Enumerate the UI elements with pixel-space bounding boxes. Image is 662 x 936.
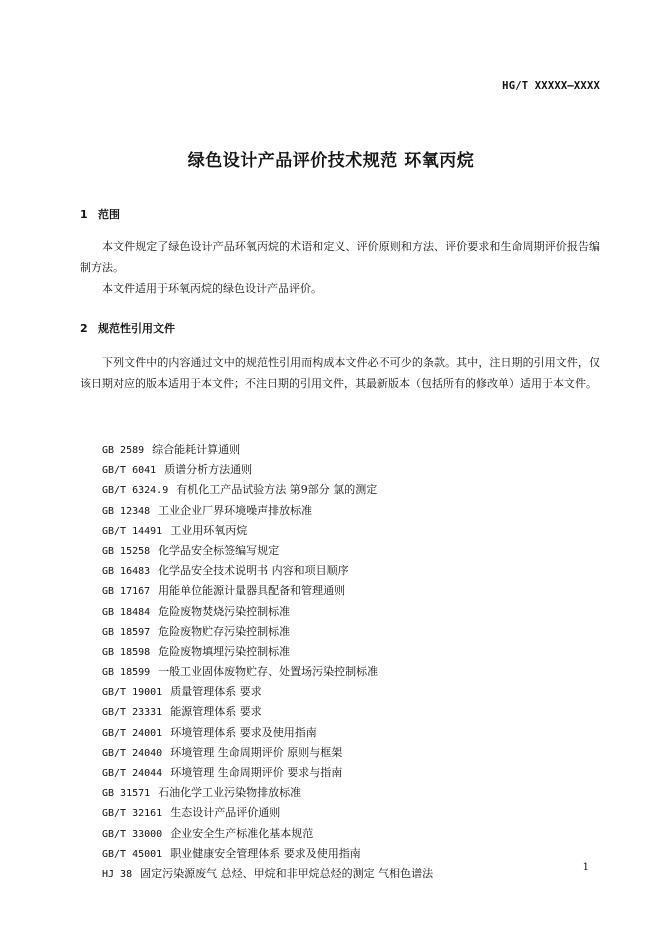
document-title: 绿色设计产品评价技术规范 环氧丙烷 bbox=[187, 151, 475, 171]
reference-title: 企业安全生产标准化基本规范 bbox=[170, 826, 314, 840]
reference-code: HJ 38 bbox=[102, 868, 133, 880]
reference-item bbox=[102, 763, 433, 783]
reference-item bbox=[102, 702, 433, 722]
reference-title: 一般工业固体废物贮存、处置场污染控制标准 bbox=[158, 665, 379, 679]
section-1-paragraph-2 bbox=[80, 278, 600, 299]
reference-item bbox=[102, 662, 433, 682]
reference-title: 有机化工产品试验方法 第9部分 氯的测定 bbox=[176, 483, 378, 497]
reference-item bbox=[102, 521, 433, 541]
reference-code: GB 16483 bbox=[102, 566, 151, 578]
reference-code: GB/T 33000 bbox=[102, 828, 163, 840]
reference-code: GB/T 19001 bbox=[102, 687, 163, 699]
reference-code: GB 18484 bbox=[102, 606, 151, 618]
reference-title: 生态设计产品评价通则 bbox=[170, 806, 281, 820]
reference-item bbox=[102, 642, 433, 662]
reference-code: GB/T 24044 bbox=[102, 768, 163, 779]
reference-code: GB 17167 bbox=[102, 586, 151, 598]
section-2-paragraph-1 bbox=[80, 352, 600, 394]
reference-code: GB 18599 bbox=[102, 667, 151, 679]
section-2-para-1-text: 下列文件中的内容通过文中的规范性引用而构成本文件必不可少的条款。其中，注日期的引用文件，仅该日期对应的版本适用于本文件；不注日期的引用文件，其最新版本（包括所有的修改单）适用于本文件。 bbox=[80, 356, 600, 390]
reference-code: GB 2589 bbox=[102, 445, 145, 456]
reference-title: 危险废物焚烧污染控制标准 bbox=[158, 604, 291, 618]
section-1-heading-text: 范围 bbox=[98, 208, 120, 221]
reference-item bbox=[102, 743, 433, 763]
reference-item bbox=[102, 803, 433, 823]
section-1-number: 1 bbox=[80, 208, 88, 221]
reference-code: GB/T 6324.9 bbox=[102, 485, 169, 497]
reference-item bbox=[102, 460, 433, 480]
reference-item bbox=[102, 541, 433, 561]
reference-title: 环境管理 生命周期评价 要求与指南 bbox=[170, 766, 343, 779]
section-2-heading bbox=[80, 320, 175, 336]
reference-title: 工业用环氧丙烷 bbox=[170, 523, 248, 537]
reference-code: GB/T 24001 bbox=[102, 727, 163, 739]
reference-title: 危险废物贮存污染控制标准 bbox=[158, 624, 291, 638]
section-2-heading-text: 规范性引用文件 bbox=[98, 322, 175, 335]
page-number: 1 bbox=[582, 862, 589, 873]
reference-code: GB/T 6041 bbox=[102, 465, 157, 477]
reference-item bbox=[102, 561, 433, 581]
reference-item bbox=[102, 501, 433, 521]
section-1-para-1-text: 本文件规定了绿色设计产品环氧丙烷的术语和定义、评价原则和方法、评价要求和生命周期评价报告编制方法。 bbox=[80, 240, 600, 274]
reference-title: 质谱分析方法通则 bbox=[164, 463, 253, 477]
reference-title: 化学品安全技术说明书 内容和项目顺序 bbox=[158, 564, 349, 578]
reference-title: 危险废物填埋污染控制标准 bbox=[158, 644, 291, 658]
reference-item bbox=[102, 581, 433, 601]
reference-item bbox=[102, 622, 433, 642]
reference-code: GB 18598 bbox=[102, 646, 151, 658]
reference-item bbox=[102, 602, 433, 622]
reference-item bbox=[102, 824, 433, 844]
reference-title: 能源管理体系 要求 bbox=[170, 705, 262, 719]
reference-title: 用能单位能源计量器具配备和管理通则 bbox=[158, 584, 346, 598]
reference-code: GB 18597 bbox=[102, 626, 151, 638]
reference-code: GB/T 14491 bbox=[102, 525, 163, 537]
reference-item bbox=[102, 723, 433, 743]
section-1-heading bbox=[80, 206, 120, 222]
reference-code: GB 15258 bbox=[102, 545, 151, 557]
reference-title: 综合能耗计算通则 bbox=[152, 443, 241, 456]
section-2-number: 2 bbox=[80, 322, 88, 335]
reference-title: 质量管理体系 要求 bbox=[170, 685, 262, 699]
reference-item bbox=[102, 783, 433, 803]
normative-reference-list bbox=[102, 440, 433, 884]
section-1-para-2-text: 本文件适用于环氧丙烷的绿色设计产品评价。 bbox=[102, 282, 322, 295]
reference-code: GB/T 24040 bbox=[102, 747, 163, 759]
reference-code: GB 12348 bbox=[102, 505, 151, 517]
reference-title: 化学品安全标签编写规定 bbox=[158, 543, 280, 557]
reference-item bbox=[102, 480, 433, 500]
reference-code: GB/T 23331 bbox=[102, 707, 163, 719]
reference-code: GB/T 45001 bbox=[102, 848, 163, 860]
section-1-paragraph-1 bbox=[80, 236, 600, 278]
reference-title: 固定污染源废气 总烃、甲烷和非甲烷总烃的测定 气相色谱法 bbox=[140, 866, 434, 880]
reference-item bbox=[102, 844, 433, 864]
reference-title: 石油化学工业污染物排放标准 bbox=[158, 786, 302, 800]
reference-code: GB 31571 bbox=[102, 788, 151, 800]
reference-title: 环境管理 生命周期评价 原则与框架 bbox=[170, 745, 343, 759]
reference-code: GB/T 32161 bbox=[102, 808, 163, 820]
reference-title: 环境管理体系 要求及使用指南 bbox=[170, 725, 317, 739]
reference-item bbox=[102, 440, 433, 460]
reference-title: 职业健康安全管理体系 要求及使用指南 bbox=[170, 846, 361, 860]
reference-title: 工业企业厂界环境噪声排放标准 bbox=[158, 503, 313, 517]
document-code: HG/T XXXXX—XXXX bbox=[502, 80, 600, 92]
reference-item bbox=[102, 682, 433, 702]
reference-item bbox=[102, 864, 433, 884]
